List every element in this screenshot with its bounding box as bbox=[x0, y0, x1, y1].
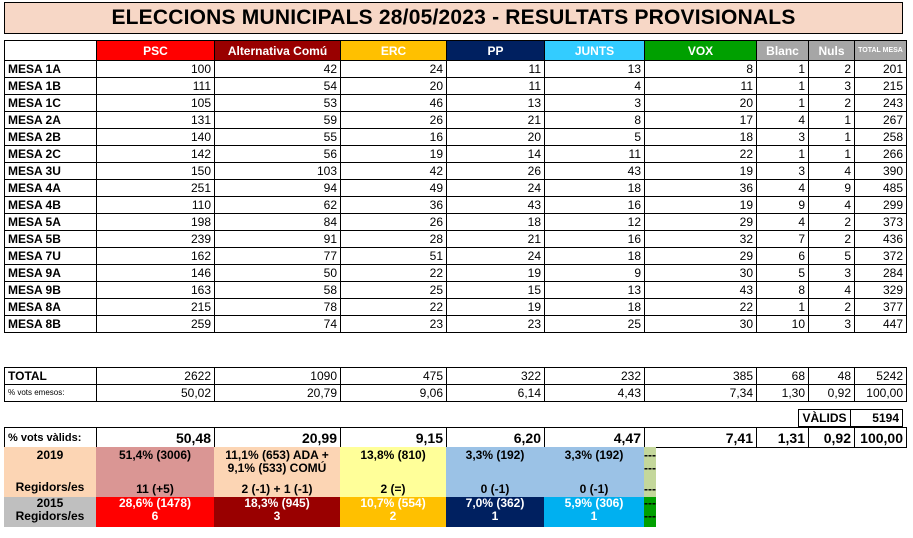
history-2019-regidors: 11 (+5) bbox=[136, 482, 174, 496]
history-2015-cell bbox=[544, 497, 644, 527]
history-2019-result-2 bbox=[446, 462, 544, 475]
cell-value: 16 bbox=[545, 231, 645, 248]
cell-value: 24 bbox=[447, 180, 545, 197]
table-row bbox=[5, 265, 907, 282]
history-2015-result: 18,3% (945) bbox=[244, 497, 310, 510]
cell-value: 3 bbox=[809, 265, 855, 282]
cell-value: 18 bbox=[545, 299, 645, 316]
history-2019-cell bbox=[644, 447, 656, 497]
row-label: MESA 7U bbox=[5, 248, 97, 265]
cell-value: 20 bbox=[341, 78, 447, 95]
pct_emesos-value: 7,34 bbox=[645, 385, 757, 402]
cell-value: 5 bbox=[809, 248, 855, 265]
history-2019-result: 51,4% (3006) bbox=[118, 448, 192, 462]
cell-value: 23 bbox=[447, 316, 545, 333]
cell-value: 1 bbox=[809, 129, 855, 146]
cell-value: 43 bbox=[545, 163, 645, 180]
pct_valids-value: 50,48 bbox=[97, 428, 215, 448]
cell-value: 32 bbox=[645, 231, 757, 248]
cell-value: 18 bbox=[645, 129, 757, 146]
cell-value: 284 bbox=[855, 265, 907, 282]
cell-value: 8 bbox=[545, 112, 645, 129]
history-section bbox=[4, 447, 749, 529]
history-2019-regidors: --- bbox=[644, 482, 656, 496]
cell-value: 29 bbox=[645, 214, 757, 231]
cell-value: 55 bbox=[215, 129, 341, 146]
cell-value: 162 bbox=[97, 248, 215, 265]
history-2015-cell bbox=[446, 497, 544, 527]
cell-value: 20 bbox=[645, 95, 757, 112]
year-2015-text: 2015 bbox=[36, 497, 64, 510]
cell-value: 146 bbox=[97, 265, 215, 282]
cell-value: 5 bbox=[757, 265, 809, 282]
row-label: MESA 4B bbox=[5, 197, 97, 214]
pct_emesos-value: 100,00 bbox=[855, 385, 907, 402]
history-2015-regidors: 6 bbox=[151, 509, 159, 523]
cell-value: 373 bbox=[855, 214, 907, 231]
cell-value: 1 bbox=[757, 146, 809, 163]
cell-value: 1 bbox=[809, 146, 855, 163]
pct-valids-row bbox=[5, 428, 907, 448]
cell-value: 1 bbox=[757, 299, 809, 316]
cell-value: 43 bbox=[447, 197, 545, 214]
row-label: MESA 2A bbox=[5, 112, 97, 129]
history-2015-result: 5,9% (306) bbox=[564, 497, 624, 510]
cell-value: 23 bbox=[341, 316, 447, 333]
regidors-2015-label: Regidors/es bbox=[15, 509, 85, 523]
cell-value: 24 bbox=[341, 61, 447, 78]
cell-value: 59 bbox=[215, 112, 341, 129]
history-2015-regidors: 3 bbox=[273, 509, 281, 523]
cell-value: 259 bbox=[97, 316, 215, 333]
cell-value: 14 bbox=[447, 146, 545, 163]
regidors-2019-label: Regidors/es bbox=[15, 481, 85, 494]
cell-value: 4 bbox=[757, 180, 809, 197]
cell-value: 18 bbox=[545, 180, 645, 197]
valids-value: 5194 bbox=[851, 410, 903, 427]
row-label: MESA 1C bbox=[5, 95, 97, 112]
cell-value: 239 bbox=[97, 231, 215, 248]
cell-value: 25 bbox=[545, 316, 645, 333]
cell-value: 18 bbox=[545, 248, 645, 265]
pct_emesos-value: 20,79 bbox=[215, 385, 341, 402]
history-2019-result-2: 9,1% (533) COMÚ bbox=[227, 461, 327, 475]
cell-value: 54 bbox=[215, 78, 341, 95]
pct_valids-value: 7,41 bbox=[645, 428, 757, 448]
cell-value: 21 bbox=[447, 112, 545, 129]
total-value: 5242 bbox=[855, 368, 907, 385]
history-2015-regidors: --- bbox=[644, 509, 656, 523]
cell-value: 42 bbox=[341, 163, 447, 180]
cell-value: 22 bbox=[341, 265, 447, 282]
pct_valids-value: 9,15 bbox=[341, 428, 447, 448]
cell-value: 13 bbox=[447, 95, 545, 112]
cell-value: 26 bbox=[447, 163, 545, 180]
total-value: 322 bbox=[447, 368, 545, 385]
header-vox: VOX bbox=[645, 41, 757, 61]
cell-value: 2 bbox=[809, 231, 855, 248]
cell-value: 11 bbox=[645, 78, 757, 95]
cell-value: 49 bbox=[341, 180, 447, 197]
pct-emesos-label: % vots emesos: bbox=[5, 385, 97, 402]
cell-value: 20 bbox=[447, 129, 545, 146]
row-label: MESA 2B bbox=[5, 129, 97, 146]
table-row bbox=[5, 61, 907, 78]
cell-value: 5 bbox=[545, 129, 645, 146]
history-2015-result: 7,0% (362) bbox=[465, 497, 525, 510]
pct_emesos-value: 1,30 bbox=[757, 385, 809, 402]
history-2019-cell bbox=[96, 447, 214, 497]
header-corner bbox=[5, 41, 97, 61]
cell-value: 13 bbox=[545, 282, 645, 299]
cell-value: 377 bbox=[855, 299, 907, 316]
year-2015-label bbox=[4, 497, 96, 527]
cell-value: 198 bbox=[97, 214, 215, 231]
cell-value: 62 bbox=[215, 197, 341, 214]
cell-value: 390 bbox=[855, 163, 907, 180]
cell-value: 3 bbox=[757, 129, 809, 146]
header-erc: ERC bbox=[341, 41, 447, 61]
cell-value: 19 bbox=[645, 197, 757, 214]
cell-value: 1 bbox=[757, 78, 809, 95]
history-2019-result-2 bbox=[544, 462, 644, 475]
cell-value: 22 bbox=[645, 299, 757, 316]
cell-value: 3 bbox=[809, 78, 855, 95]
pct_emesos-value: 0,92 bbox=[809, 385, 855, 402]
history-2019-result: 3,3% (192) bbox=[564, 448, 624, 462]
cell-value: 4 bbox=[809, 282, 855, 299]
cell-value: 215 bbox=[97, 299, 215, 316]
row-label: MESA 1B bbox=[5, 78, 97, 95]
pct_valids-value: 20,99 bbox=[215, 428, 341, 448]
cell-value: 103 bbox=[215, 163, 341, 180]
cell-value: 8 bbox=[645, 61, 757, 78]
cell-value: 21 bbox=[447, 231, 545, 248]
pct_valids-value: 6,20 bbox=[447, 428, 545, 448]
page-title: ELECCIONS MUNICIPALS 28/05/2023 - RESULTATS PROVISIONALS bbox=[4, 2, 903, 34]
cell-value: 150 bbox=[97, 163, 215, 180]
cell-value: 329 bbox=[855, 282, 907, 299]
pct-valids-table bbox=[4, 427, 907, 448]
cell-value: 13 bbox=[545, 61, 645, 78]
cell-value: 4 bbox=[809, 197, 855, 214]
history-2015-cell bbox=[96, 497, 214, 527]
valids-label: VÀLIDS bbox=[799, 410, 851, 427]
cell-value: 9 bbox=[809, 180, 855, 197]
cell-value: 78 bbox=[215, 299, 341, 316]
cell-value: 215 bbox=[855, 78, 907, 95]
history-2019-result: --- bbox=[644, 448, 656, 462]
cell-value: 2 bbox=[809, 95, 855, 112]
table-row bbox=[5, 95, 907, 112]
table-row bbox=[5, 197, 907, 214]
cell-value: 1 bbox=[809, 112, 855, 129]
cell-value: 36 bbox=[645, 180, 757, 197]
cell-value: 1 bbox=[757, 95, 809, 112]
cell-value: 36 bbox=[341, 197, 447, 214]
cell-value: 19 bbox=[645, 163, 757, 180]
history-2019-cell bbox=[340, 447, 446, 497]
total-value: 1090 bbox=[215, 368, 341, 385]
row-label: MESA 8A bbox=[5, 299, 97, 316]
cell-value: 53 bbox=[215, 95, 341, 112]
cell-value: 105 bbox=[97, 95, 215, 112]
history-2015-cell bbox=[340, 497, 446, 527]
pct_emesos-value: 50,02 bbox=[97, 385, 215, 402]
cell-value: 24 bbox=[447, 248, 545, 265]
cell-value: 267 bbox=[855, 112, 907, 129]
cell-value: 4 bbox=[545, 78, 645, 95]
cell-value: 26 bbox=[341, 214, 447, 231]
results-table bbox=[4, 40, 907, 333]
history-2019-result: 11,1% (653) ADA + bbox=[225, 448, 329, 462]
valids-row bbox=[799, 410, 903, 427]
cell-value: 26 bbox=[341, 112, 447, 129]
cell-value: 142 bbox=[97, 146, 215, 163]
cell-value: 3 bbox=[545, 95, 645, 112]
history-2015-cell bbox=[644, 497, 656, 527]
table-row bbox=[5, 316, 907, 333]
header-nuls: Nuls bbox=[809, 41, 855, 61]
history-2019-regidors: 0 (-1) bbox=[579, 482, 609, 496]
row-label: MESA 2C bbox=[5, 146, 97, 163]
total-row bbox=[5, 368, 907, 385]
cell-value: 11 bbox=[545, 146, 645, 163]
table-row bbox=[5, 231, 907, 248]
history-2015-result: 10,7% (554) bbox=[360, 497, 426, 510]
cell-value: 11 bbox=[447, 61, 545, 78]
cell-value: 6 bbox=[757, 248, 809, 265]
table-row bbox=[5, 146, 907, 163]
cell-value: 46 bbox=[341, 95, 447, 112]
table-row bbox=[5, 78, 907, 95]
valids-table bbox=[798, 409, 903, 427]
cell-value: 201 bbox=[855, 61, 907, 78]
header-alternativa-com-: Alternativa Comú bbox=[215, 41, 341, 61]
total-label: TOTAL bbox=[5, 368, 97, 385]
cell-value: 25 bbox=[341, 282, 447, 299]
history-2019-regidors: 2 (-1) + 1 (-1) bbox=[241, 482, 313, 496]
table-row bbox=[5, 129, 907, 146]
cell-value: 9 bbox=[545, 265, 645, 282]
cell-value: 447 bbox=[855, 316, 907, 333]
table-row bbox=[5, 299, 907, 316]
history-2019-result-2 bbox=[96, 462, 214, 475]
cell-value: 3 bbox=[757, 163, 809, 180]
cell-value: 17 bbox=[645, 112, 757, 129]
cell-value: 110 bbox=[97, 197, 215, 214]
cell-value: 19 bbox=[447, 299, 545, 316]
history-2019-result-2: --- bbox=[644, 461, 656, 475]
cell-value: 163 bbox=[97, 282, 215, 299]
totals-table bbox=[4, 367, 907, 402]
cell-value: 56 bbox=[215, 146, 341, 163]
history-2015-cell bbox=[214, 497, 340, 527]
pct_valids-value: 0,92 bbox=[809, 428, 855, 448]
cell-value: 436 bbox=[855, 231, 907, 248]
pct-valids-label: % vots vàlids: bbox=[5, 428, 97, 448]
cell-value: 251 bbox=[97, 180, 215, 197]
table-row bbox=[5, 163, 907, 180]
history-2019-regidors: 0 (-1) bbox=[480, 482, 510, 496]
cell-value: 43 bbox=[645, 282, 757, 299]
total-value: 385 bbox=[645, 368, 757, 385]
row-label: MESA 8B bbox=[5, 316, 97, 333]
cell-value: 4 bbox=[757, 214, 809, 231]
table-row bbox=[5, 180, 907, 197]
total-value: 2622 bbox=[97, 368, 215, 385]
cell-value: 51 bbox=[341, 248, 447, 265]
cell-value: 131 bbox=[97, 112, 215, 129]
cell-value: 1 bbox=[757, 61, 809, 78]
row-label: MESA 5A bbox=[5, 214, 97, 231]
cell-value: 111 bbox=[97, 78, 215, 95]
cell-value: 29 bbox=[645, 248, 757, 265]
history-2019-cell bbox=[446, 447, 544, 497]
row-label: MESA 9B bbox=[5, 282, 97, 299]
pct_emesos-value: 6,14 bbox=[447, 385, 545, 402]
row-label: MESA 1A bbox=[5, 61, 97, 78]
cell-value: 299 bbox=[855, 197, 907, 214]
cell-value: 74 bbox=[215, 316, 341, 333]
cell-value: 2 bbox=[809, 214, 855, 231]
pct_emesos-value: 4,43 bbox=[545, 385, 645, 402]
row-label: MESA 4A bbox=[5, 180, 97, 197]
cell-value: 84 bbox=[215, 214, 341, 231]
history-2015-result: --- bbox=[644, 497, 656, 510]
history-2015-regidors: 1 bbox=[590, 509, 598, 523]
cell-value: 485 bbox=[855, 180, 907, 197]
header-blanc: Blanc bbox=[757, 41, 809, 61]
cell-value: 77 bbox=[215, 248, 341, 265]
history-2015-result: 28,6% (1478) bbox=[118, 497, 192, 510]
cell-value: 50 bbox=[215, 265, 341, 282]
cell-value: 15 bbox=[447, 282, 545, 299]
header-pp: PP bbox=[447, 41, 545, 61]
history-2019-cell bbox=[214, 447, 340, 497]
table-row bbox=[5, 112, 907, 129]
table-row bbox=[5, 282, 907, 299]
cell-value: 4 bbox=[809, 163, 855, 180]
total-value: 475 bbox=[341, 368, 447, 385]
header-junts: JUNTS bbox=[545, 41, 645, 61]
cell-value: 4 bbox=[757, 112, 809, 129]
cell-value: 372 bbox=[855, 248, 907, 265]
history-2015-regidors: 2 bbox=[389, 509, 397, 523]
cell-value: 11 bbox=[447, 78, 545, 95]
total-value: 68 bbox=[757, 368, 809, 385]
cell-value: 19 bbox=[341, 146, 447, 163]
cell-value: 12 bbox=[545, 214, 645, 231]
cell-value: 30 bbox=[645, 316, 757, 333]
row-label: MESA 3U bbox=[5, 163, 97, 180]
cell-value: 2 bbox=[809, 299, 855, 316]
cell-value: 42 bbox=[215, 61, 341, 78]
year-2019-label: 2019 bbox=[4, 447, 96, 497]
history-2019-regidors: 2 (=) bbox=[380, 482, 406, 496]
row-label: MESA 5B bbox=[5, 231, 97, 248]
total-value: 48 bbox=[809, 368, 855, 385]
cell-value: 9 bbox=[757, 197, 809, 214]
pct-emesos-row bbox=[5, 385, 907, 402]
pct_emesos-value: 9,06 bbox=[341, 385, 447, 402]
cell-value: 30 bbox=[645, 265, 757, 282]
history-2019-cell bbox=[544, 447, 644, 497]
header-total-mesa: TOTAL MESA bbox=[855, 41, 907, 61]
cell-value: 258 bbox=[855, 129, 907, 146]
pct_valids-value: 100,00 bbox=[855, 428, 907, 448]
cell-value: 2 bbox=[809, 61, 855, 78]
cell-value: 3 bbox=[809, 316, 855, 333]
cell-value: 58 bbox=[215, 282, 341, 299]
history-2019-result: 13,8% (810) bbox=[360, 448, 426, 462]
cell-value: 266 bbox=[855, 146, 907, 163]
cell-value: 8 bbox=[757, 282, 809, 299]
total-value: 232 bbox=[545, 368, 645, 385]
cell-value: 22 bbox=[341, 299, 447, 316]
history-2015-regidors: 1 bbox=[491, 509, 499, 523]
cell-value: 100 bbox=[97, 61, 215, 78]
table-row bbox=[5, 214, 907, 231]
cell-value: 19 bbox=[447, 265, 545, 282]
cell-value: 16 bbox=[341, 129, 447, 146]
history-2019-result-2 bbox=[340, 462, 446, 475]
cell-value: 16 bbox=[545, 197, 645, 214]
cell-value: 140 bbox=[97, 129, 215, 146]
pct_valids-value: 1,31 bbox=[757, 428, 809, 448]
row-label: MESA 9A bbox=[5, 265, 97, 282]
cell-value: 243 bbox=[855, 95, 907, 112]
cell-value: 7 bbox=[757, 231, 809, 248]
history-2019-result: 3,3% (192) bbox=[465, 448, 525, 462]
cell-value: 18 bbox=[447, 214, 545, 231]
cell-value: 22 bbox=[645, 146, 757, 163]
pct_valids-value: 4,47 bbox=[545, 428, 645, 448]
header-row bbox=[5, 41, 907, 61]
cell-value: 10 bbox=[757, 316, 809, 333]
table-row bbox=[5, 248, 907, 265]
cell-value: 91 bbox=[215, 231, 341, 248]
header-psc: PSC bbox=[97, 41, 215, 61]
cell-value: 28 bbox=[341, 231, 447, 248]
cell-value: 94 bbox=[215, 180, 341, 197]
